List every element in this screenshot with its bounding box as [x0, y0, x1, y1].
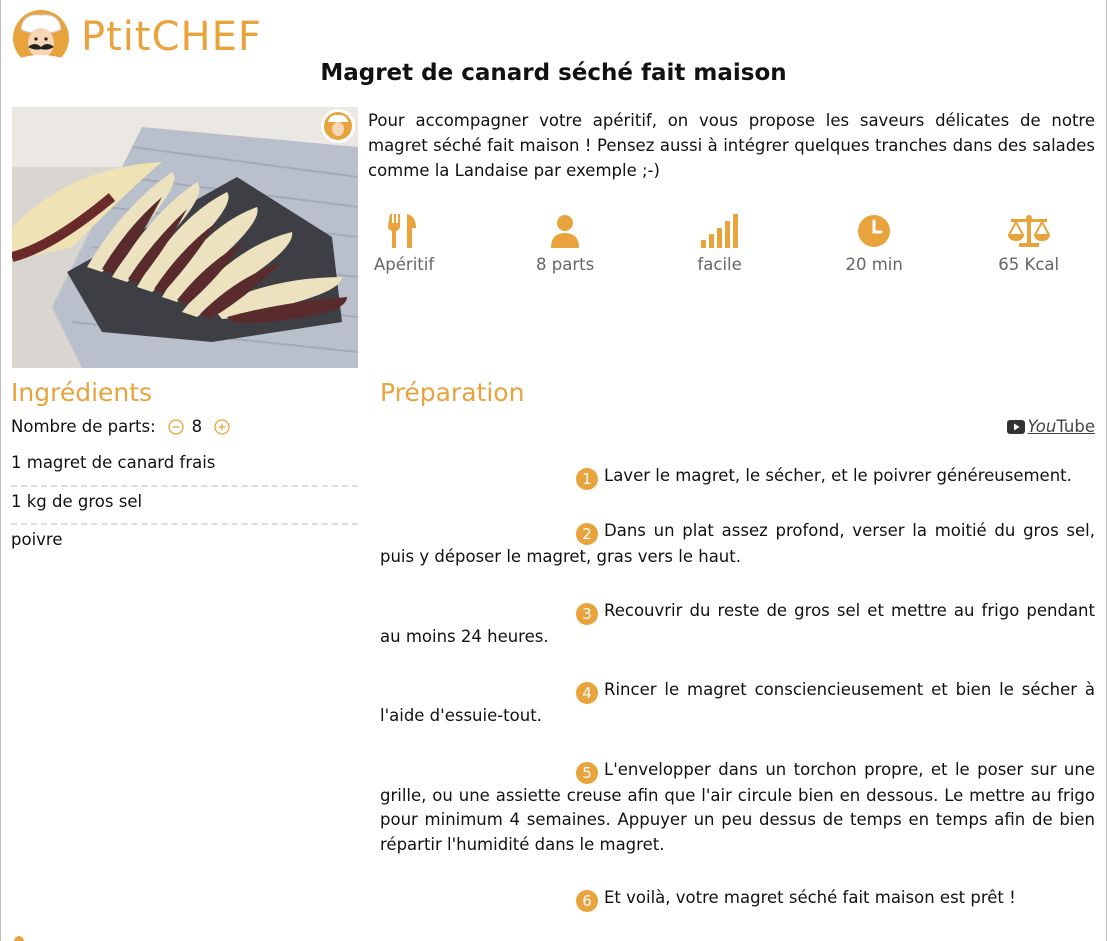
ingredient-list: [11, 448, 358, 564]
step-number-badge: 1: [576, 468, 598, 490]
servings-control: [11, 417, 230, 436]
ingredients-heading: Ingrédients: [11, 378, 153, 407]
stat-servings: [488, 210, 643, 274]
step-number-badge: 6: [576, 890, 598, 912]
ptitchef-logo[interactable]: [11, 7, 262, 67]
ingredient-item: 1 magret de canard frais: [11, 448, 358, 487]
step-number-badge: 3: [576, 603, 598, 625]
youtube-label: YouTube: [1027, 417, 1095, 436]
step-text: Rincer le magret consciencieusement et bien le sécher à l'aide d'essuie-tout.: [380, 680, 1095, 725]
next-section-marker: [14, 936, 24, 941]
recipe-photo: [12, 107, 358, 368]
step-1: [380, 464, 1095, 490]
step-text: Dans un plat assez profond, verser la moitié du gros sel, puis y déposer le magret, gras vers le haut.: [380, 521, 1095, 566]
clock-icon: [857, 214, 891, 248]
preparation-steps: [380, 464, 1095, 941]
stat-calories-label: 65 Kcal: [998, 255, 1060, 274]
servings-count: 8: [191, 417, 203, 436]
fork-knife-icon: [388, 214, 418, 248]
stat-servings-label: 8 parts: [536, 255, 595, 274]
decrease-servings-button[interactable]: [168, 419, 184, 435]
chef-logo-icon: [11, 7, 73, 67]
stat-category: [368, 210, 436, 274]
stat-difficulty-label: facile: [697, 255, 742, 274]
ingredient-item: poivre: [11, 530, 63, 549]
increase-servings-button[interactable]: [214, 419, 230, 435]
difficulty-bars-icon: [700, 214, 740, 248]
recipe-stats: [368, 210, 1106, 274]
scale-icon: [1008, 214, 1050, 248]
stat-difficulty: [642, 210, 797, 274]
step-5: [380, 758, 1095, 858]
recipe-photo-illustration: [12, 107, 358, 368]
step-number-badge: 5: [576, 762, 598, 784]
recipe-title: Magret de canard séché fait maison: [320, 60, 787, 86]
step-4: [380, 678, 1095, 729]
step-6: [380, 886, 1095, 912]
step-text: Et voilà, votre magret séché fait maison est prêt !: [604, 888, 1016, 907]
step-2: [380, 519, 1095, 570]
stat-time-label: 20 min: [845, 255, 903, 274]
person-icon: [550, 214, 580, 248]
step-text: L'envelopper dans un torchon propre, et le poser sur une grille, ou une assiette creuse afin que l'air circule bien en dessous. Le mettre au frigo pour minimum 4 semaines. Appuyer un peu dessus de temps en temps afin de bien répartir l'humidité dans le magret.: [380, 759, 1095, 854]
step-3: [380, 599, 1095, 650]
step-number-badge: 2: [576, 523, 598, 545]
preparation-heading: Préparation: [380, 378, 525, 407]
recipe-description: Pour accompagner votre apéritif, on vous propose les saveurs délicates de notre magret séché fait maison ! Pensez aussi à intégrer quelques tranches dans des salades comme la Landaise par exemple ;-): [368, 111, 1095, 180]
stat-time: [797, 210, 952, 274]
step-text: Recouvrir du reste de gros sel et mettre au frigo pendant au moins 24 heures.: [380, 600, 1095, 646]
stat-category-label: Apéritif: [374, 255, 435, 274]
step-text: Laver le magret, le sécher, et le poivrer généreusement.: [604, 466, 1072, 485]
servings-label: Nombre de parts:: [11, 417, 156, 436]
youtube-icon: [1007, 420, 1025, 434]
youtube-link[interactable]: [1007, 417, 1095, 436]
logo-wordmark: PtitCHEF: [81, 14, 262, 60]
stat-calories: [951, 210, 1106, 274]
ingredient-item: 1 kg de gros sel: [11, 487, 358, 526]
step-number-badge: 4: [576, 682, 598, 704]
